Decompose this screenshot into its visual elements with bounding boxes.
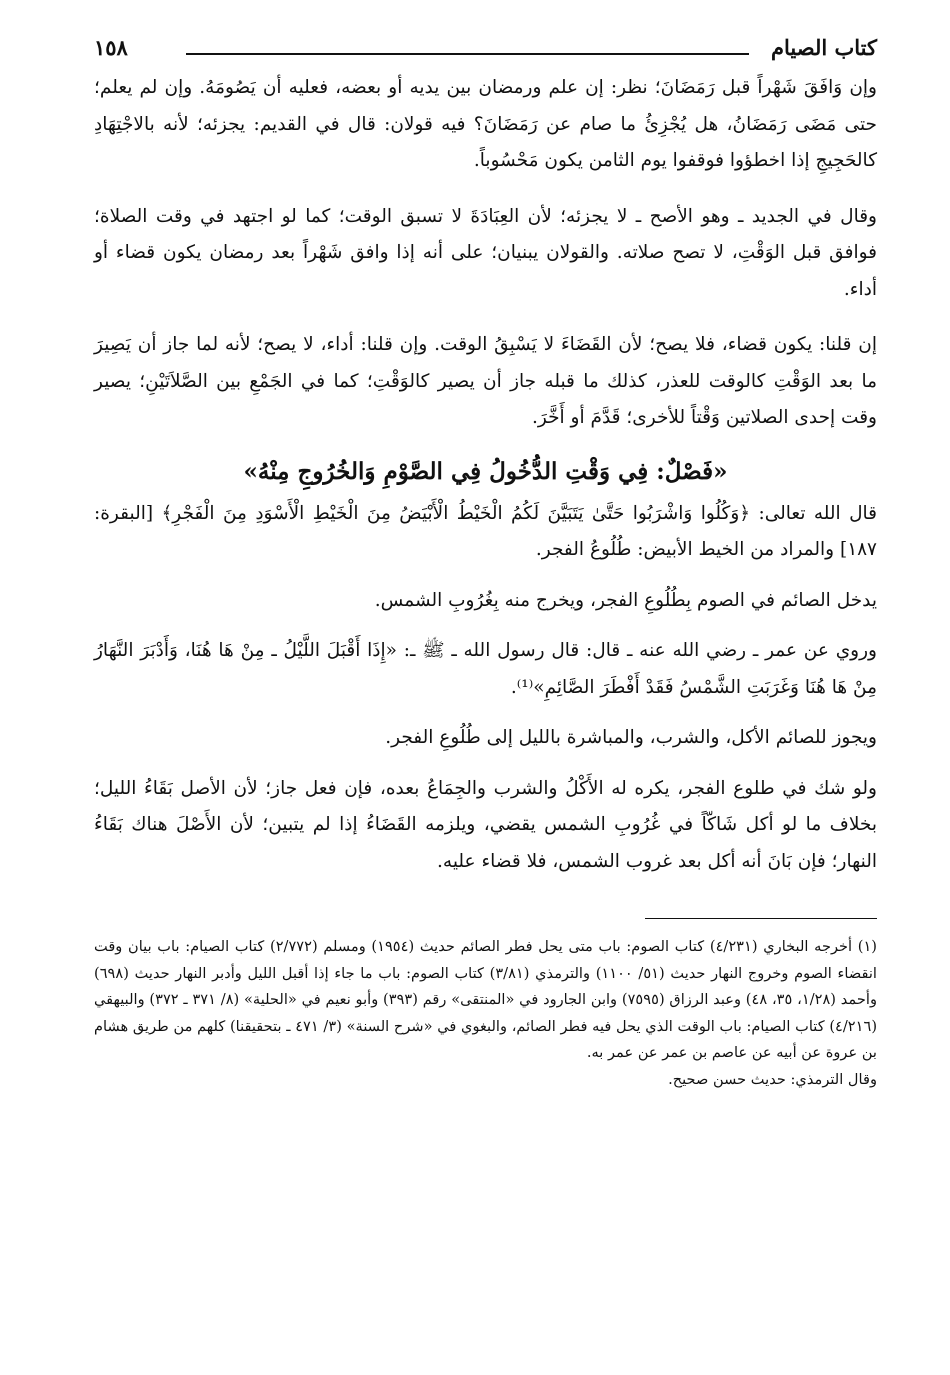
book-page [94,20,877,1093]
paragraph: وروي عن عمر ـ رضي الله عنه ـ قال: قال رسول الله ـ ﷺ ـ: «إِذَا أَقْبَلَ اللَّيْلُ ـ مِنْ هَا هُنَا، وَأَدْبَرَ النَّهَارُ مِنْ هَا هُنَا وَغَرَبَتِ الشَّمْسُ فَقَدْ أَفْطَرَ الصَّائِمِ»⁽¹⁾. [94,640,877,698]
paragraph: وقال في الجديد ـ وهو الأصح ـ لا يجزئه؛ لأن العِبَادَةَ لا تسبق الوقت؛ كما لو اجتهد في وقت الصلاة؛ فوافق قبل الوَقْتِ، لا تصح صلاته. والقولان يبنيان؛ على أنه إذا وافق شَهْراً بعد رمضان يكون قضاء أو أداء. [94,205,877,300]
paragraph: قال الله تعالى: ﴿وَكُلُوا وَاشْرَبُوا حَتَّىٰ يَتَبَيَّنَ لَكُمُ الْخَيْطُ الْأَبْيَضُ مِنَ الْخَيْطِ الْأَسْوَدِ مِنَ الْفَجْرِ﴾ [البقرة: ١٨٧] والمراد من الخيط الأبيض: طُلُوعُ الفجر. [94,502,877,560]
page-number: ١٥٨ [94,35,128,60]
book-title: كتاب الصيام [771,35,877,60]
paragraph: إن قلنا: يكون قضاء، فلا يصح؛ لأن القَضَاءَ لا يَسْبِقُ الوقت. وإن قلنا: أداء، لا يصح؛ لأنه لما جاز أن يَصِيرَ ما بعد الوَقْتِ كالوقت للعذر، كذلك ما قبله جاز أن يصير كالوَقْتِ؛ كما في الجَمْعِ بين الصَّلاَتَيْنِ؛ يصير وقت إحدى الصلاتين وَقْتاً للأخرى؛ قَدَّمَ أو أَخَّرَ. [94,334,877,428]
header-rule [186,53,749,55]
paragraph: يدخل الصائم في الصوم بِطُلُوعِ الفجر، ويخرج منه بِغُرُوبِ الشمس. [374,589,877,611]
paragraph: وإن وَافَقَ شَهْراً قبل رَمَضَانَ؛ نظر: إن علم ورمضان بين يديه أو بعضه، فعليه أن يَصُومَهُ. وإن لم يعلم؛ حتى مَضَى رَمَضَانُ، هل يُجْزِئُ ما صام عن رَمَضَانَ؟ فيه قولان: قال في القديم: يجزئه؛ لأنه بالاجْتِهَادِ كالحَجِيجِ إذا اخطؤوا فوقفوا يوم الثامن يكون مَحْسُوباً. [94,77,877,171]
main-text [94,70,877,880]
footnote: وقال الترمذي: حديث حسن صحيح. [668,1070,877,1088]
footnote-divider [645,918,877,919]
footnotes [94,934,877,1093]
paragraph: ويجوز للصائم الأكل، والشرب، والمباشرة بالليل إلى طُلُوعِ الفجر. [385,727,877,748]
section-heading: «فَصْلٌ: فِي وَقْتِ الدُّخُولُ فِي الصَّوْمِ وَالخُرُوجِ مِنْهُ» [243,457,728,485]
page-header [94,20,877,64]
paragraph: ولو شك في طلوع الفجر، يكره له الأَكْلُ والشرب والجِمَاعُ بعده، فإن فعل جاز؛ لأن الأصل بَقَاءُ الليل؛ بخلاف ما لو أكل شَاكّاً في غُرُوبِ الشمس يقضي، ويلزمه القَضَاءُ إذا لم يتبين؛ لأن الأَصْلَ هناك بَقَاءُ النهار؛ فإن بَانَ أنه أكل بعد غروب الشمس، فلا قضاء عليه. [94,777,877,872]
footnote: (١) أخرجه البخاري (٤/٢٣١) كتاب الصوم: باب متى يحل فطر الصائم حديث (١٩٥٤) ومسلم (٢/٧٧٢) كتاب الصيام: باب بيان وقت انقضاء الصوم وخروج النهار حديث (٥١/ ١١٠٠) والترمذي (٣/٨١) كتاب الصوم: باب ما جاء إذا أقبل الليل وأدبر النهار حديث (٦٩٨) وأحمد (١/٢٨، ٣٥، ٤٨) وعبد الرزاق (٧٥٩٥) وابن الجارود في «المنتقى» رقم (٣٩٣) وأبو نعيم في «الحلية» (٨/ ٣٧١ ـ ٣٧٢) والبيهقي (٤/٢١٦) كتاب الصيام: باب الوقت الذي يحل فيه فطر الصائم، والبغوي في «شرح السنة» (٣/ ٤٧١ ـ بتحقيقنا) كلهم من طريق هشام بن عروة عن أبيه عن عاصم بن عمر عن عمر به. [94,938,878,1061]
